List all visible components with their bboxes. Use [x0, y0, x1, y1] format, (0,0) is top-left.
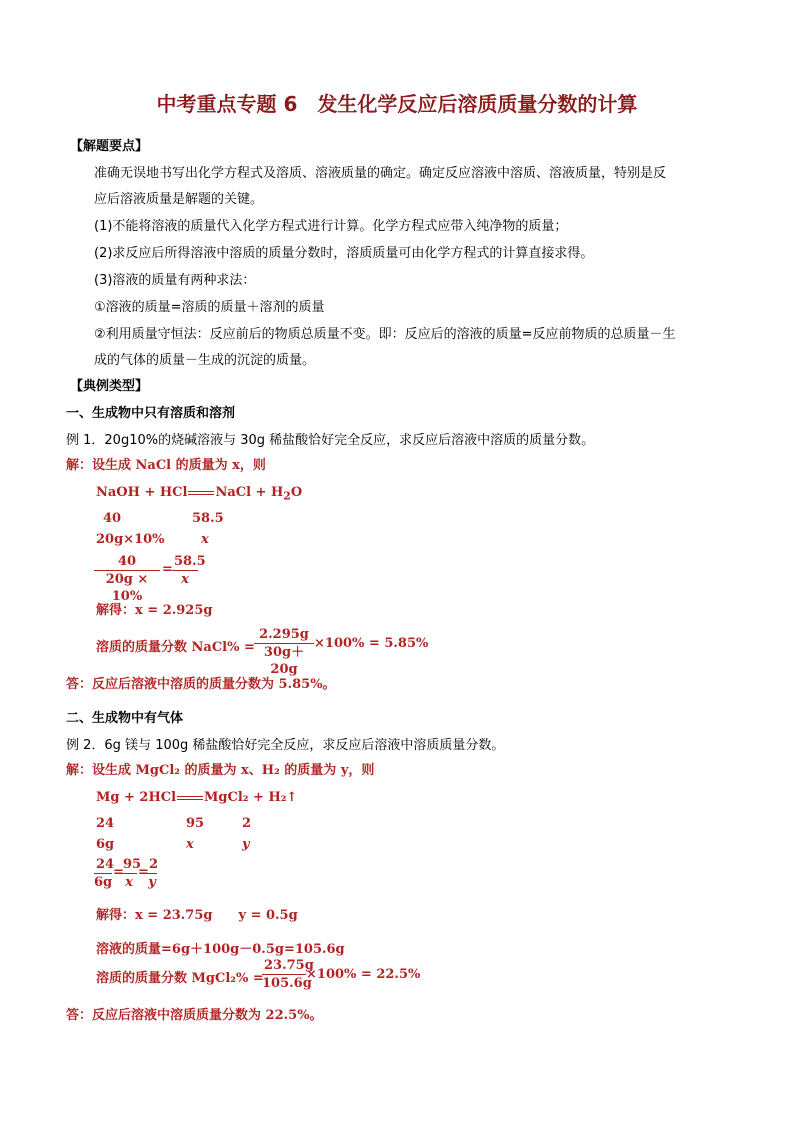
fraction-denominator: 20g × 10% — [105, 572, 149, 604]
ex2-ratio-95: 95 — [186, 816, 205, 831]
fraction-denominator: y — [148, 875, 156, 890]
ex1-fraction-1 — [94, 553, 160, 605]
example1-answer: 答：反应后溶液中溶质的质量分数为 5.85%。 — [66, 677, 336, 692]
ex1-ratio-x: x — [201, 532, 209, 547]
fraction-numerator: 23.75g — [264, 958, 314, 973]
equals-sign — [188, 491, 214, 495]
ex1-fraction-label: 溶质的质量分数 NaCl% = — [96, 640, 255, 655]
method-2-line1: ②利用质量守恒法：反应前后的物质总质量不变。即：反应后的溶液的质量=反应前物质的总质量－生 — [94, 327, 676, 342]
example2-answer: 答：反应后溶液中溶质质量分数为 22.5%。 — [66, 1008, 323, 1023]
fraction-denominator: x — [181, 572, 189, 587]
fraction-numerator: 58.5 — [174, 554, 206, 569]
example2-question: 例 2．6g 镁与 100g 稀盐酸恰好完全反应，求反应后溶液中溶质质量分数。 — [66, 738, 505, 753]
example2-equation — [96, 790, 297, 805]
method-1: ①溶液的质量=溶质的质量＋溶剂的质量 — [94, 300, 325, 315]
key-points-heading: 【解题要点】 — [70, 139, 149, 154]
ex2-ratio-y: y — [242, 837, 250, 852]
ex1-ratio-40: 40 — [103, 511, 122, 526]
ex1-fraction-tail: ×100% = 5.85% — [314, 636, 429, 651]
fraction-numerator: 2 — [149, 857, 159, 872]
ex2-equals-2: = — [138, 865, 149, 880]
page-title: 中考重点专题 6 发生化学反应后溶质质量分数的计算 — [156, 92, 638, 116]
example1-equation — [96, 485, 302, 503]
fraction-numerator: 2.295g — [254, 626, 314, 644]
equation-left: NaOH + HCl — [96, 485, 188, 500]
ex2-ratio-6g: 6g — [96, 837, 115, 852]
fraction-numerator: 95 — [123, 857, 142, 872]
equals-sign — [177, 796, 203, 800]
ex2-ratio-24: 24 — [96, 816, 115, 831]
example1-solve: 解：设生成 NaCl 的质量为 x，则 — [66, 458, 266, 473]
ex2-fraction-1 — [94, 856, 115, 891]
equation-subscript: 2 — [283, 489, 291, 503]
ex2-equals-1: = — [113, 865, 124, 880]
ex2-fraction-tail: ×100% = 22.5% — [306, 967, 421, 982]
fraction-denominator: 30g＋20g — [263, 645, 305, 677]
ex2-fraction-2 — [121, 856, 142, 891]
equation-right: NaCl + H — [215, 485, 284, 500]
key-point-3: (3)溶液的质量有两种求法： — [94, 273, 256, 288]
ex1-ratio-mass: 20g×10% — [96, 532, 165, 547]
section1-heading: 一、生成物中只有溶质和溶剂 — [66, 406, 236, 421]
equation-end: O — [290, 485, 303, 500]
fraction-denominator: x — [125, 875, 133, 890]
ex1-equals: = — [162, 562, 173, 577]
fraction-denominator: 6g — [94, 875, 113, 890]
key-points-para1-line1: 准确无误地书写出化学方程式及溶质、溶液质量的确定。确定反应溶液中溶质、溶液质量，特别是反 — [94, 166, 667, 181]
key-points-para1-line2: 应后溶液质量是解题的关键。 — [94, 192, 264, 207]
fraction-denominator: 105.6g — [262, 976, 312, 991]
ex1-result: 解得：x = 2.925g — [96, 603, 213, 618]
key-point-2: (2)求反应后所得溶液中溶质的质量分数时，溶质质量可由化学方程式的计算直接求得。 — [94, 246, 594, 261]
ex2-fraction-label: 溶质的质量分数 MgCl₂% = — [96, 971, 264, 986]
ex2-fraction-3 — [147, 856, 157, 891]
method-2-line2: 成的气体的质量－生成的沉淀的质量。 — [94, 353, 316, 368]
ex2-result: 解得：x = 23.75g y = 0.5g — [96, 908, 298, 923]
ex2-solution-mass: 溶液的质量=6g＋100g－0.5g=105.6g — [96, 942, 345, 957]
ex1-fraction-2 — [172, 553, 206, 588]
fraction-numerator: 40 — [94, 553, 160, 571]
example2-solve: 解：设生成 MgCl₂ 的质量为 x、H₂ 的质量为 y，则 — [66, 763, 375, 778]
ex1-fraction-3 — [254, 626, 314, 678]
ex2-fraction-4 — [262, 957, 314, 992]
ex2-ratio-2: 2 — [242, 816, 252, 831]
equation-right: MgCl₂ + H₂↑ — [204, 790, 298, 805]
example1-question: 例 1．20g10%的烧碱溶液与 30g 稀盐酸恰好完全反应，求反应后溶液中溶质的质量分数。 — [66, 433, 595, 448]
equation-left: Mg + 2HCl — [96, 790, 177, 805]
section2-heading: 二、生成物中有气体 — [66, 711, 184, 726]
ex2-ratio-x: x — [186, 837, 194, 852]
examples-heading: 【典例类型】 — [70, 379, 149, 394]
ex1-ratio-58-5: 58.5 — [192, 511, 224, 526]
key-point-1: (1)不能将溶液的质量代入化学方程式进行计算。化学方程式应带入纯净物的质量； — [94, 219, 568, 234]
fraction-numerator: 24 — [96, 857, 115, 872]
